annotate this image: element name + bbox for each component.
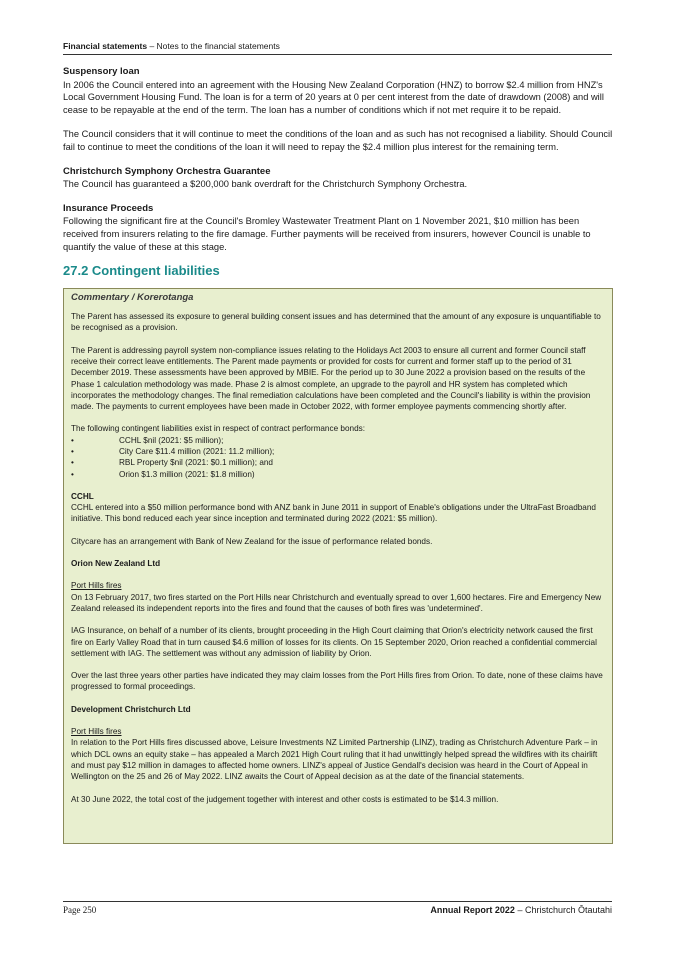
list-item: • Orion $1.3 million (2021: $1.8 million)	[71, 469, 605, 480]
contingent-liabilities-heading: 27.2 Contingent liabilities	[63, 263, 220, 279]
header-section: Financial statements	[63, 41, 148, 51]
dcl-heading: Development Christchurch Ltd	[71, 704, 191, 714]
list-item: • CCHL $nil (2021: $5 million);	[71, 435, 605, 446]
orion-heading: Orion New Zealand Ltd	[71, 559, 161, 569]
dcl-p1: In relation to the Port Hills fires discussed above, Leisure Investments NZ Limited Partnership (LINZ), trading as Christchurch Adventure Park – in which DCL owns an equity stake – has appealed a March 2021 High Court ruling that it had unwittingly helped spread the wildfires with its chairlift and must pay $12 million in damages to affected home owners. LINZ's appeal of Justice Gendall's decision was heard in the Court of Appeal in Wellington on the 25 and 26 of May 2022. LINZ awaits the Court of Appeal decision as at the date of the financial statements.	[71, 738, 598, 782]
header-subsection: – Notes to the financial statements	[147, 41, 280, 51]
footer-report-title	[430, 905, 612, 915]
page-header	[63, 41, 612, 55]
commentary-box	[63, 288, 613, 844]
orion-subheading: Port Hills fires	[71, 581, 122, 591]
cchl-paragraph: CCHL entered into a $50 million performance bond with ANZ bank in June 2011 in support of Enable's obligations under the UltraFast Broadband initiative. This bond reduced each year since inception and terminated during 2022 (2021: $5 million).	[71, 503, 596, 524]
orion-p2: IAG Insurance, on behalf of a number of its clients, brought proceeding in the High Court claiming that Orion's electricity network caused the first fire on Early Valley Road that in turn caused $4.6 million of losses for its clients. On 15 September 2020, Orion reached a confidential commercial settlement with IAG. The settlement was without any admission of liability by Orion.	[71, 626, 597, 658]
dcl-p2: At 30 June 2022, the total cost of the judgement together with interest and other costs is estimated to be $14.3 million.	[71, 794, 499, 804]
page-number: Page 250	[63, 905, 97, 915]
orion-p1: On 13 February 2017, two fires started on the Port Hills near Christchurch and eventually spread to over 1,600 hectares. Fire and Emergency New Zealand released its independent reports into the fires and found that the causes of both fires was 'undetermined'.	[71, 592, 602, 613]
commentary-p1: The Parent has assessed its exposure to general building consent issues and has determined that the amount of any exposure is unquantifiable to be recognised as a provision.	[71, 312, 601, 333]
insurance-proceeds-p1: Following the significant fire at the Council's Bromley Wastewater Treatment Plant on 1 November 2021, $10 million has been received from insurers relating to the fire damage. Further payments will be received from insurers, however Council is unable to quantify the value of these at this stage.	[63, 216, 591, 252]
suspensory-loan-p1: In 2006 the Council entered into an agreement with the Housing New Zealand Corporation (HNZ) to borrow $2.4 million from HNZ's Local Government Housing Fund. The loan is for a term of 20 years at 0 per cent interest from the date of drawdown (2008) and will cease to be repayable at the end of the term. The loan has a number of conditions which if not met require it to be repaid.	[63, 79, 604, 115]
dcl-subheading: Port Hills fires	[71, 727, 122, 737]
footer-report-name: Annual Report 2022	[430, 905, 515, 915]
cchl-heading: CCHL	[71, 491, 94, 501]
list-item: • RBL Property $nil (2021: $0.1 million); and	[71, 457, 605, 468]
page-footer	[63, 901, 612, 915]
footer-report-location: – Christchurch Ōtautahi	[514, 905, 612, 915]
cso-guarantee-heading: Christchurch Symphony Orchestra Guarantee	[63, 165, 271, 177]
commentary-p3: The following contingent liabilities exist in respect of contract performance bonds:	[71, 424, 365, 434]
orion-p3: Over the last three years other parties have indicated they may claim losses from the Port Hills fires from Orion. To date, none of these claims have progressed to formal proceedings.	[71, 671, 603, 692]
suspensory-loan-heading: Suspensory loan	[63, 66, 140, 77]
insurance-proceeds-heading: Insurance Proceeds	[63, 202, 154, 214]
suspensory-loan-p2: The Council considers that it will continue to meet the conditions of the loan and as such has not recognised a liability. Should Council fail to continue to meet the conditions of the loan it will need to repay the $2.4 million plus interest for the remaining term.	[63, 129, 613, 152]
cso-guarantee-p1: The Council has guaranteed a $200,000 bank overdraft for the Christchurch Symphony Orchestra.	[63, 179, 468, 190]
bonds-list	[71, 435, 605, 480]
main-content	[63, 66, 613, 844]
list-item: • City Care $11.4 million (2021: 11.2 million);	[71, 446, 605, 457]
commentary-title: Commentary / Korerotanga	[71, 291, 194, 303]
citycare-paragraph: Citycare has an arrangement with Bank of New Zealand for the issue of performance related bonds.	[71, 536, 433, 546]
commentary-p2: The Parent is addressing payroll system non-compliance issues relating to the Holidays Act 2003 to ensure all current and former Council staff receive their correct leave entitlements. The Parent made payments or provided for costs for current and former staff up to the period of 31 December 2019. These assessments have been approved by MBIE. For the period up to 30 June 2022 a provision based on the results of the Phase 1 calculation methodology was made. Phase 2 is almost complete, an upgrade to the payroll and HR system has completed which incorporates the methodology changes. The final remediation calculations have been completed and the Council's liability is within the provision made. The payments to current employees have been made in October 2022, with former employee payments commencing shortly after.	[71, 345, 591, 412]
